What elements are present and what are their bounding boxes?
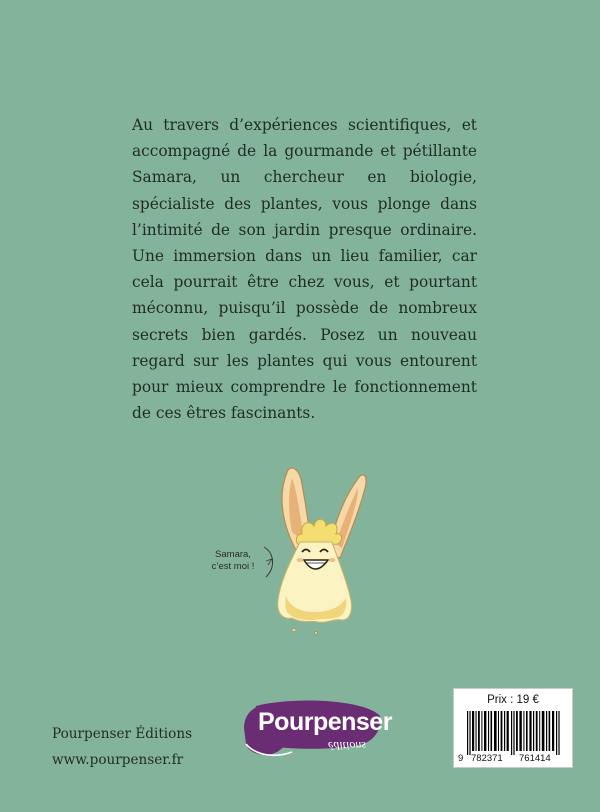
publisher-info	[52, 721, 192, 773]
blurb-text: Au travers d’expériences scientifiques, et accompagné de la gourmande et pétillante Samara, un chercheur en biologie, spécialiste des plantes, vous plonge dans l’intimité de son jardin presque ordinaire. Une immersion dans un lieu familier, car cela pourrait être chez vous, et pourtant méconnu, puisqu’il possède de nombreux secrets bien gardés. Posez un nouveau regard sur les plantes qui vous entourent pour mieux comprendre le fonctionnement de ces êtres fascinants.	[132, 116, 477, 423]
price-label: Prix : 19 €	[487, 694, 539, 706]
logo-wordmark: Pourpenser	[258, 708, 392, 736]
isbn-digits-left: 782371	[471, 753, 503, 764]
publisher-website: www.pourpenser.fr	[52, 752, 184, 768]
back-cover-blurb	[132, 112, 477, 426]
speech-line-2: c’est moi !	[211, 561, 255, 572]
mascot-speech-bubble	[198, 549, 268, 573]
isbn-digit-first: 9	[458, 753, 464, 764]
isbn-digits-right: 761414	[519, 753, 551, 764]
barcode-label	[453, 688, 573, 768]
publisher-name: Pourpenser Éditions	[52, 726, 193, 742]
isbn-barcode	[461, 711, 567, 755]
logo-subtitle: éditions	[328, 739, 366, 753]
speech-line-1: Samara,	[215, 549, 251, 560]
